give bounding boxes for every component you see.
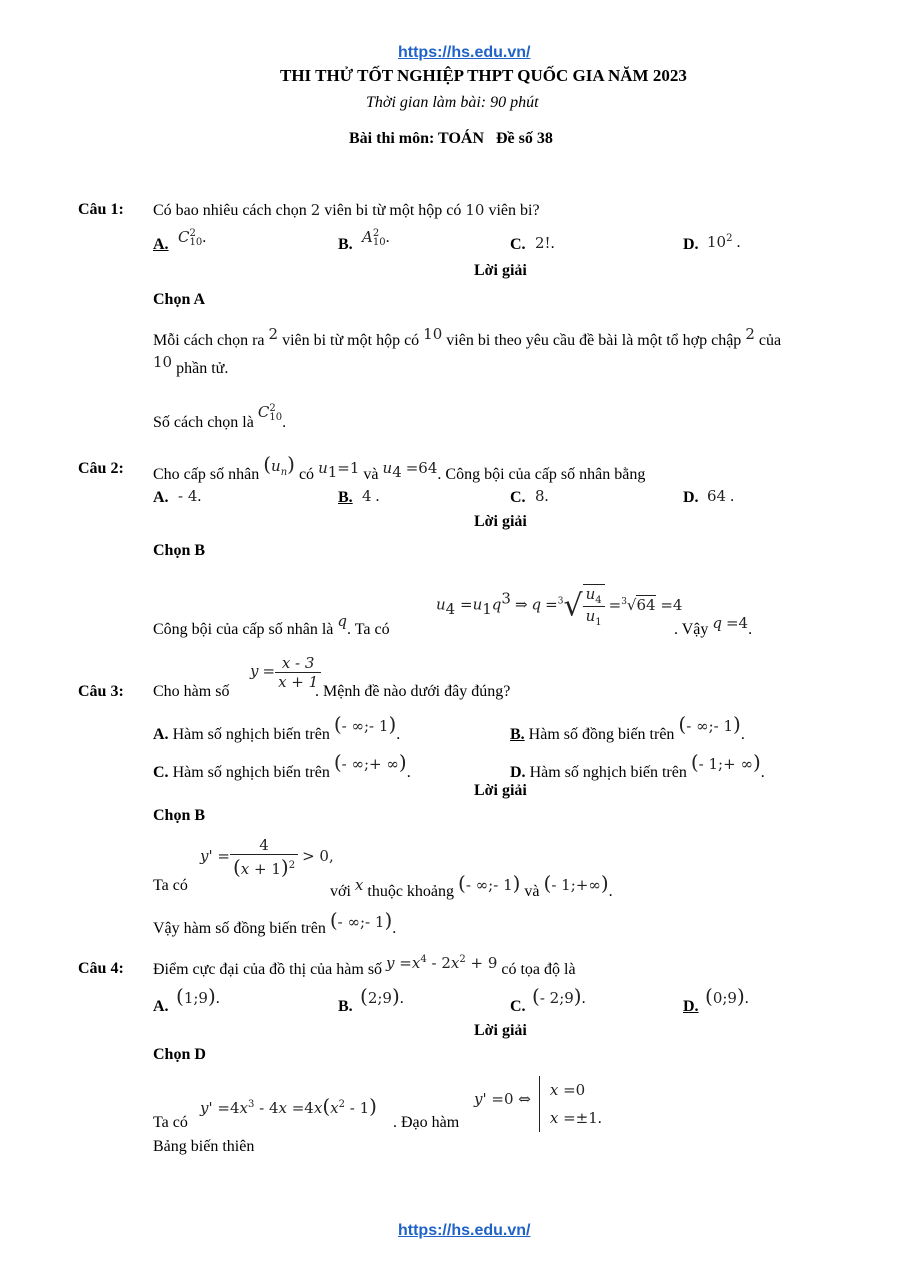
subject-line: Bài thi môn: TOÁN Đề số 38: [349, 130, 553, 147]
q4-critical: y' =0 ⇔ x =0 x =±1.: [474, 1076, 602, 1132]
q3-opt-c: C. Hàm số nghịch biến trên (- ∞;+ ∞).: [153, 750, 411, 781]
q2-opt-d: D.: [683, 489, 699, 506]
q4-solution: Lời giải: [474, 1022, 527, 1039]
q1-exp2: 10 phần tử.: [153, 353, 229, 377]
q2-val-a: - 4.: [178, 487, 202, 505]
q3-exp2: Vậy hàm số đồng biến trên (- ∞;- 1).: [153, 908, 397, 937]
q3-opt-b: B. Hàm số đồng biến trên (- ∞;- 1).: [510, 712, 745, 743]
exam-title: THI THỬ TỐT NGHIỆP THPT QUỐC GIA NĂM 2023: [280, 66, 687, 85]
q3-function: y = $\frac{x - 3}{x + 1}$: [250, 654, 321, 691]
q4-val-d: (0;9).: [705, 984, 749, 1008]
q3-exp-rest: với x thuộc khoảng (- ∞;- 1) và (- 1;+∞).: [330, 871, 613, 900]
q4-opt-b: B.: [338, 998, 353, 1015]
q3-exp-a: Ta có: [153, 877, 188, 894]
q3-derivative: y' = $\frac{4}{(x + 1)^2}$ > 0,: [200, 836, 334, 879]
q4-val-a: (1;9).: [176, 984, 220, 1008]
q1-exp3: Số cách chọn là C2 10.: [153, 403, 287, 431]
q2-exp-c: . Vậy q =4.: [674, 614, 753, 638]
q2-text: Cho cấp số nhân $(u_n)$ có $u_1=1$ và $u_4 =64$. Công bội của cấp số nhân bằng: [153, 452, 646, 483]
q1-label: Câu 1:: [78, 201, 124, 218]
q3-opt-a: A. Hàm số nghịch biến trên (- ∞;- 1).: [153, 712, 401, 743]
q1-opt-d: D.: [683, 236, 699, 253]
q2-formula: $u_4 =u_1q^3$ ⇒ q =$^3$√ $\frac{u_4}{u_1}$ =$^3$√64 =4: [436, 585, 683, 628]
time-line: Thời gian làm bài: 90 phút: [366, 94, 539, 111]
q1-val-a: C2 10.: [178, 228, 207, 249]
q4-choose: Chọn D: [153, 1046, 206, 1063]
q1-val-b: A2 10.: [362, 228, 390, 249]
q1-val-c: 2!.: [535, 234, 555, 252]
q4-exp-b: . Đạo hàm: [393, 1114, 460, 1131]
q2-choose: Chọn B: [153, 542, 206, 559]
q4-val-c: (- 2;9).: [532, 984, 586, 1008]
q3-label: Câu 3:: [78, 683, 124, 700]
q2-val-c: 8.: [535, 487, 549, 505]
q3-question: . Mệnh đề nào dưới đây đúng?: [315, 683, 511, 700]
q1-exp1: Mỗi cách chọn ra 2 viên bi từ một hộp có 10 viên bi theo yêu cầu đề bài là một tổ hợp chập 2 của: [153, 325, 782, 349]
q2-exp-a: Công bội của cấp số nhân là q. Ta có: [153, 612, 390, 638]
q2-label: Câu 2:: [78, 460, 124, 477]
q2-opt-a: A.: [153, 489, 169, 506]
q2-val-d: 64 .: [707, 487, 735, 505]
q2-val-b: 4 .: [362, 487, 380, 505]
q1-opt-b: B.: [338, 236, 353, 253]
q2-solution: Lời giải: [474, 513, 527, 530]
q4-exp-a: Ta có: [153, 1114, 188, 1131]
q4-opt-a: A.: [153, 998, 169, 1015]
q1-text: Có bao nhiêu cách chọn 2 viên bi từ một hộp có 10 viên bi?: [153, 201, 540, 219]
q4-opt-d: D.: [683, 998, 699, 1015]
q4-label: Câu 4:: [78, 960, 124, 977]
q1-solution: Lời giải: [474, 262, 527, 279]
q1-opt-c: C.: [510, 236, 526, 253]
footer-url[interactable]: https://hs.edu.vn/: [398, 1222, 531, 1239]
q2-opt-c: C.: [510, 489, 526, 506]
q4-text: Điểm cực đại của đồ thị của hàm số $y =x^4 - 2x^2 + 9$ có tọa độ là: [153, 954, 576, 978]
q3-text: Cho hàm số: [153, 683, 230, 700]
q1-opt-a: A.: [153, 236, 169, 253]
q4-opt-c: C.: [510, 998, 526, 1015]
q1-val-d: $10^2$ .: [707, 233, 741, 251]
q4-exp2: Bảng biến thiên: [153, 1138, 255, 1155]
q3-opt-d: D. Hàm số nghịch biến trên (- 1;+ ∞).: [510, 750, 765, 781]
header-url[interactable]: https://hs.edu.vn/: [398, 44, 531, 61]
q4-val-b: (2;9).: [360, 984, 404, 1008]
q2-opt-b: B.: [338, 489, 353, 506]
q1-choose: Chọn A: [153, 291, 206, 308]
q3-choose: Chọn B: [153, 807, 206, 824]
q3-solution: Lời giải: [474, 782, 527, 799]
q4-derivative: $y' =4x^3 - 4x =4x(x^2 - 1)$: [200, 1094, 377, 1118]
